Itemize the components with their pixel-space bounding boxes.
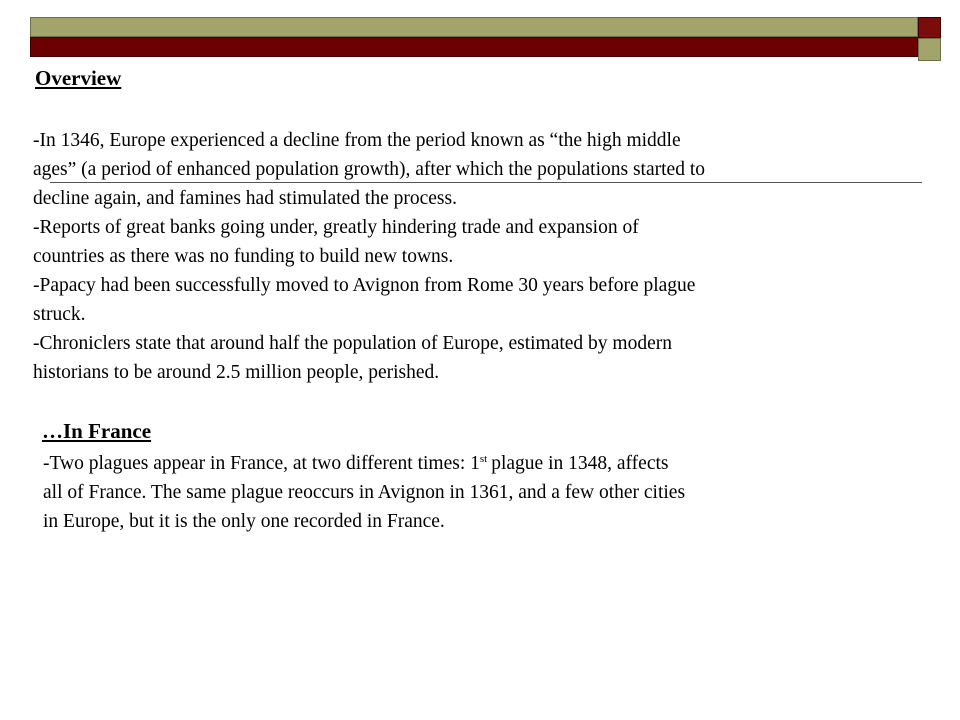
overview-line: -In 1346, Europe experienced a decline from the period known as “the high middle [33, 130, 681, 151]
overview-line: struck. [33, 304, 86, 325]
france-line-text-after: plague in 1348, affects [491, 453, 669, 474]
overview-line: decline again, and famines had stimulated the process. [33, 188, 457, 209]
overview-line: historians to be around 2.5 million people, perished. [33, 362, 440, 383]
header-bar-red [30, 37, 918, 57]
header-bar-olive [30, 17, 918, 37]
overview-line: countries as there was no funding to build new towns. [33, 246, 454, 267]
corner-square-olive [918, 38, 941, 61]
france-line [43, 449, 685, 478]
ordinal-suffix: st [479, 453, 488, 465]
overview-line: ages” (a period of enhanced population growth), after which the populations started to [33, 159, 705, 180]
france-line-text-before: -Two plagues appear in France, at two different times: 1 [43, 453, 480, 474]
overview-line: -Chroniclers state that around half the population of Europe, estimated by modern [33, 333, 672, 354]
overview-line: -Reports of great banks going under, greatly hindering trade and expansion of [33, 217, 639, 238]
overview-body [33, 126, 705, 387]
france-body [43, 449, 685, 536]
france-title: …In France [42, 419, 152, 443]
overview-line: -Papacy had been successfully moved to Avignon from Rome 30 years before plague [33, 275, 696, 296]
france-line: all of France. The same plague reoccurs in Avignon in 1361, and a few other cities [43, 482, 686, 503]
corner-square-red [918, 17, 941, 38]
overview-title: Overview [35, 66, 122, 90]
france-line: in Europe, but it is the only one recorded in France. [43, 511, 445, 532]
